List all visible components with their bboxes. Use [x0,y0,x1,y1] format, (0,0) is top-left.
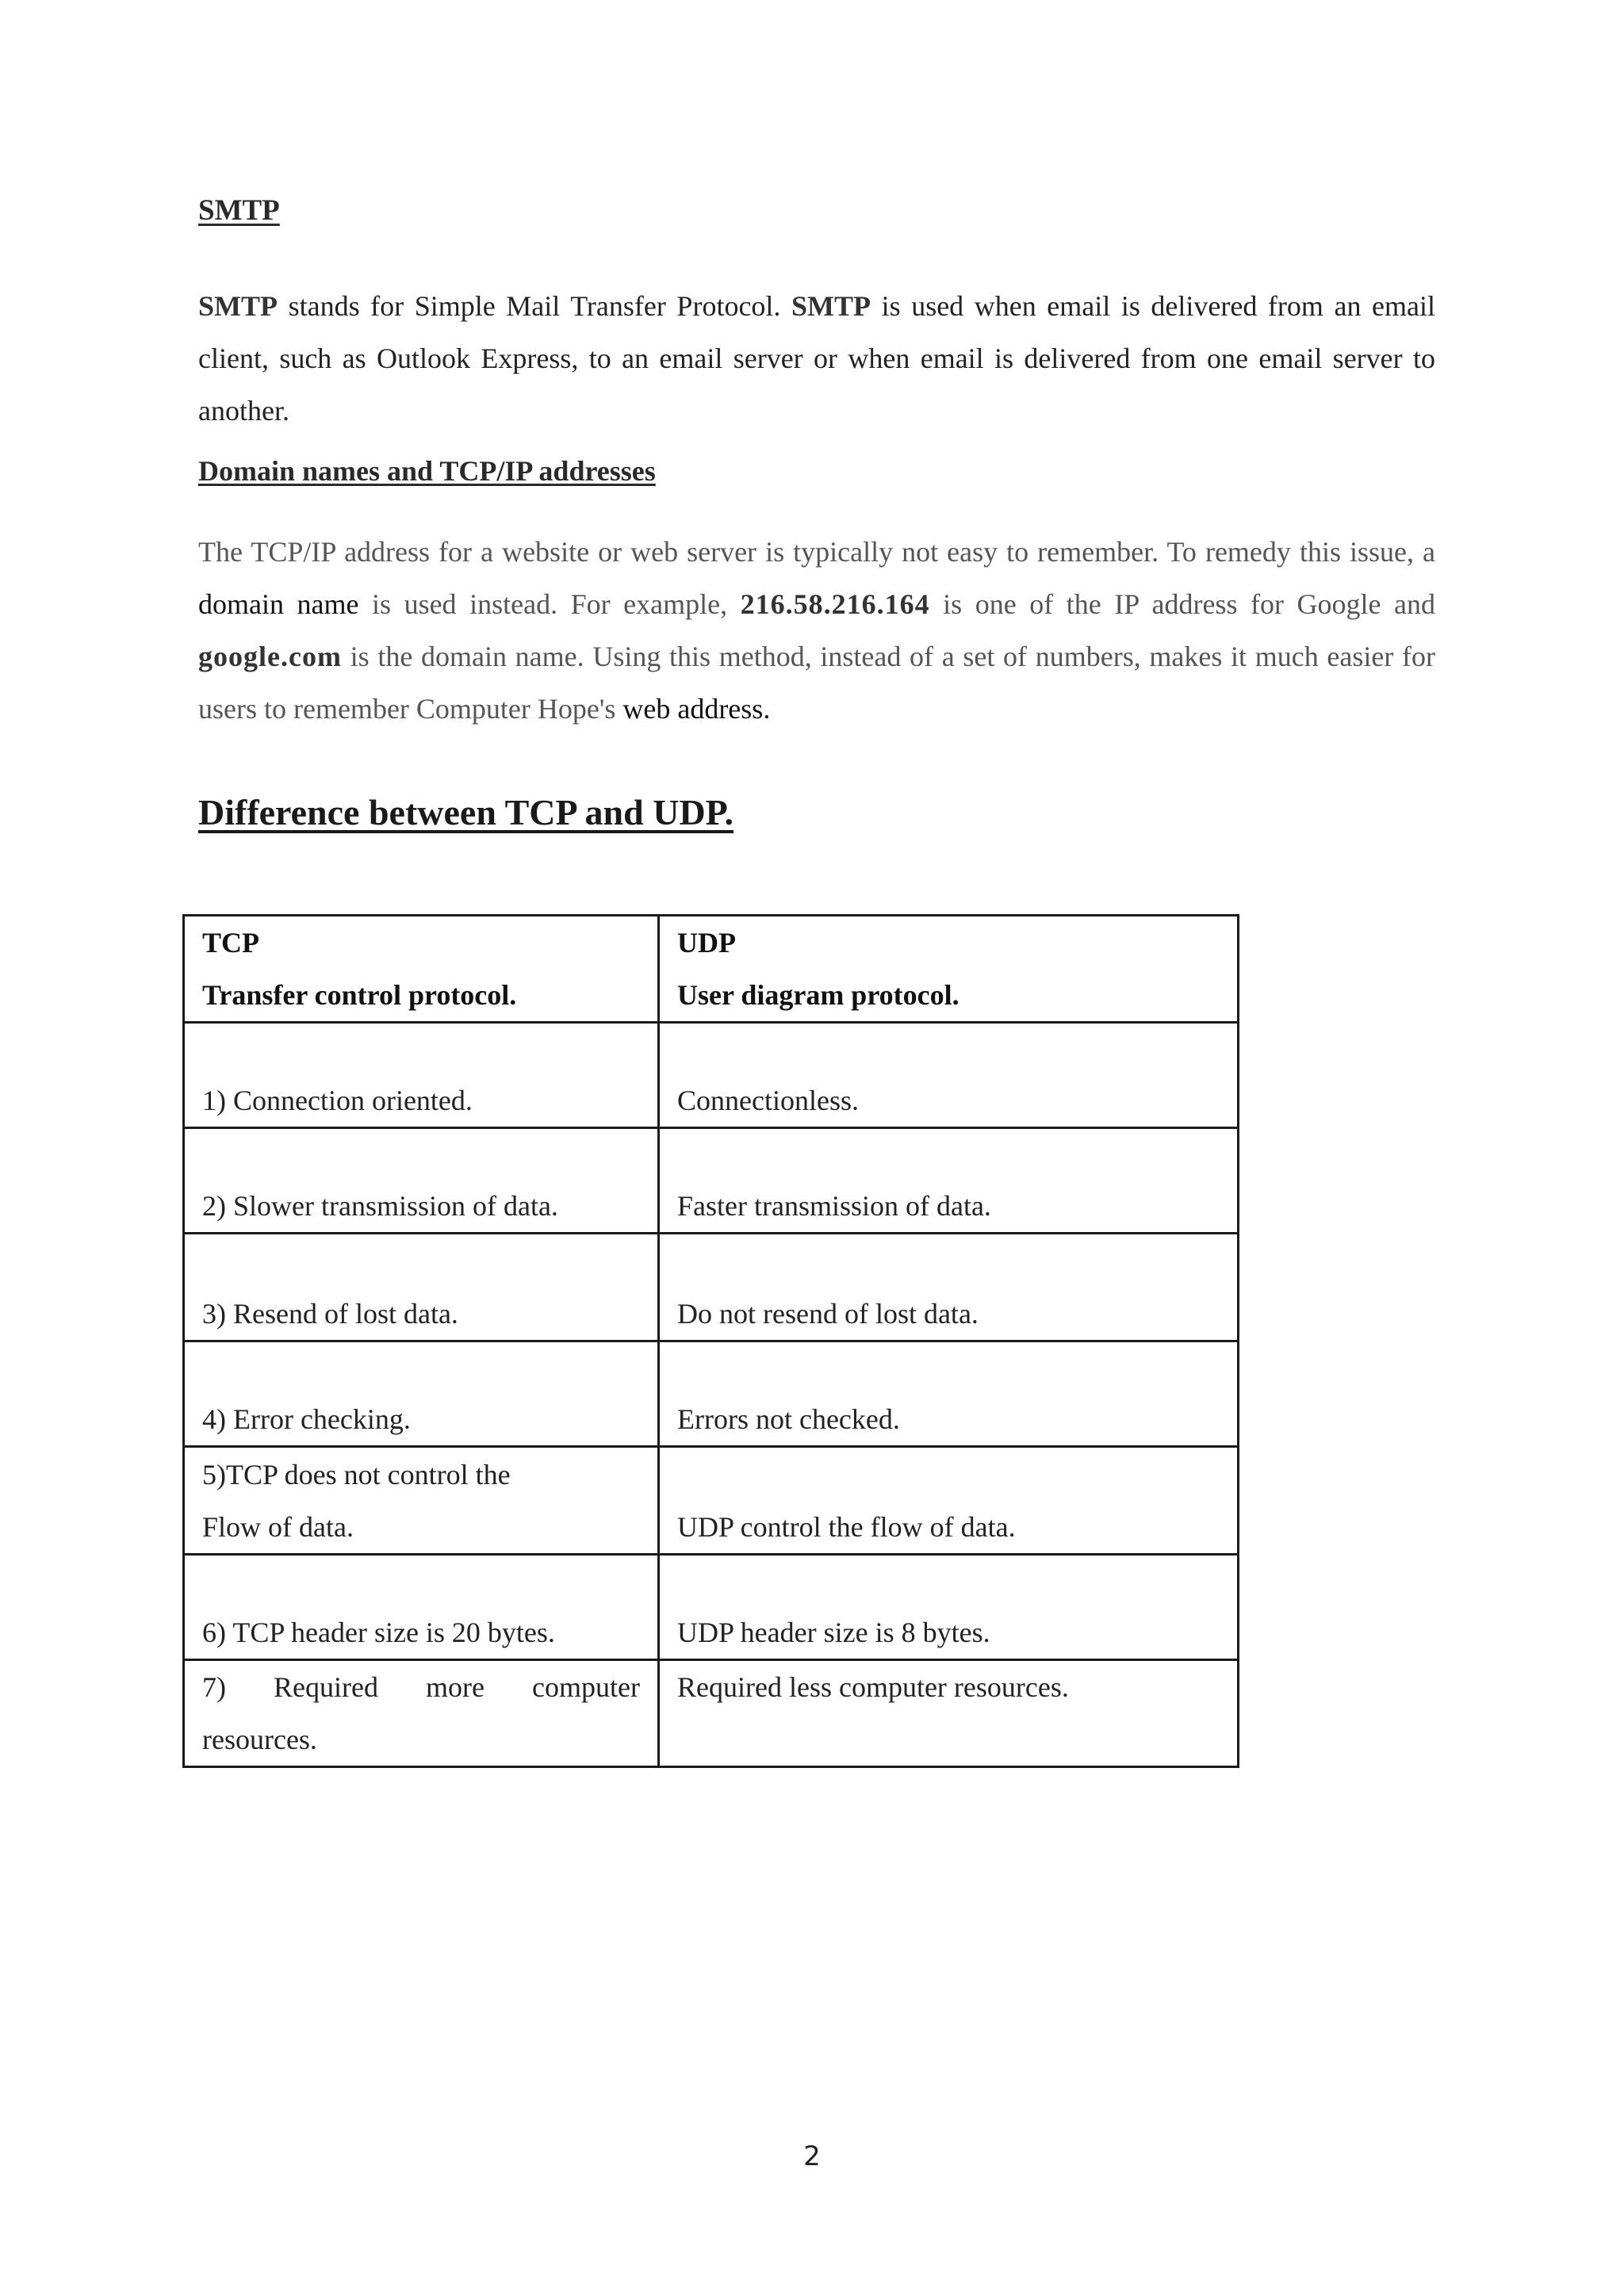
smtp-heading: SMTP [198,194,280,227]
tcp-cell-word: Required [274,1671,378,1703]
domain-text-5: . [763,693,771,725]
udp-cell: Connectionless. [659,1023,1239,1128]
table-row [184,1234,1239,1341]
tcp-header-long: Transfer control protocol. [202,979,517,1011]
smtp-term: SMTP [791,290,871,322]
udp-cell: UDP header size is 8 bytes. [659,1555,1239,1660]
domain-text-2: is used instead. For example, [358,588,741,620]
tcp-cell-line [202,1661,640,1713]
web-address-link[interactable]: web address [622,693,764,725]
tcp-cell-word: 7) [202,1671,226,1703]
table-row [184,1023,1239,1128]
tcp-cell-line: Flow of data. [202,1511,354,1543]
udp-header-short: UDP [677,927,736,959]
udp-cell: Required less computer resources. [659,1660,1239,1767]
udp-header-cell [659,916,1239,1023]
domain-text-3: is one of the IP address for Google and [929,588,1436,620]
tcp-cell [184,1660,659,1767]
domain-example: google.com [198,641,342,672]
tcp-cell-line: 5)TCP does not control the [202,1459,511,1490]
smtp-text-1: stands for Simple Mail Transfer Protocol. [278,290,792,322]
domain-heading: Domain names and TCP/IP addresses [198,455,656,487]
domain-text-1: The TCP/IP address for a website or web server is typically not easy to remember. To remedy this issue, a [198,536,1435,568]
table-row [184,1555,1239,1660]
table-row [184,1660,1239,1767]
smtp-term: SMTP [198,290,278,322]
tcp-cell [184,1447,659,1555]
tcp-cell: 3) Resend of lost data. [184,1234,659,1341]
tcp-header-cell [184,916,659,1023]
udp-header-long: User diagram protocol. [677,979,959,1011]
tcp-cell: 1) Connection oriented. [184,1023,659,1128]
udp-cell: Errors not checked. [659,1341,1239,1447]
domain-text-4: is the domain name. Using this method, instead of a set of numbers, makes it much easier for users to remember Computer Hope's [198,641,1435,725]
udp-cell: Faster transmission of data. [659,1128,1239,1234]
smtp-text-2: is used when email is delivered from an email client, such as Outlook Express, to an email server or when email is delivered from one email server to another. [198,290,1435,427]
udp-cell: UDP control the flow of data. [659,1447,1239,1555]
domain-name-link[interactable]: domain name [198,588,359,620]
tcp-cell: 2) Slower transmission of data. [184,1128,659,1234]
tcp-cell-word: computer [532,1671,640,1703]
table-header-row [184,916,1239,1023]
smtp-paragraph [198,280,1435,437]
tcp-cell: 4) Error checking. [184,1341,659,1447]
table-row [184,1341,1239,1447]
page-number: 2 [803,2141,821,2172]
tcp-cell: 6) TCP header size is 20 bytes. [184,1555,659,1660]
tcp-header-short: TCP [202,927,259,959]
tcp-cell-line: resources. [202,1724,317,1755]
ip-example: 216.58.216.164 [740,588,930,620]
udp-cell: Do not resend of lost data. [659,1234,1239,1341]
domain-paragraph [198,526,1435,735]
table-row [184,1447,1239,1555]
table-row [184,1128,1239,1234]
difference-heading: Difference between TCP and UDP. [198,792,734,832]
tcp-cell-word: more [426,1671,485,1703]
tcp-udp-comparison-table [182,914,1239,1768]
